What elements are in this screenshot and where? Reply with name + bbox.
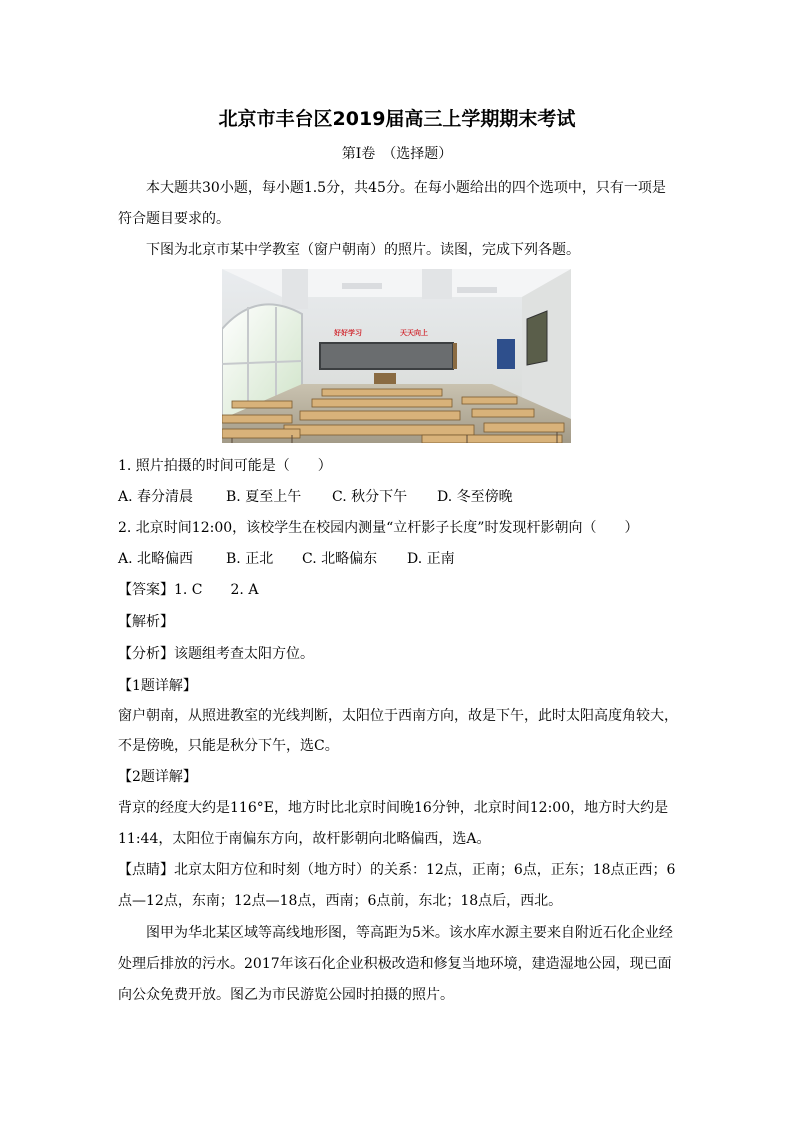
q2-detail-line-2: 11:44，太阳位于南偏东方向，故杆影朝向北略偏西，选A。: [118, 831, 491, 847]
q1-detail-line-1: 窗户朝南，从照进教室的光线判断，太阳位于西南方向，故是下午，此时太阳高度角较大，: [118, 708, 678, 724]
answer-line: 【答案】1. C 2. A: [118, 582, 259, 598]
q1-option-a: A. 春分清晨: [118, 489, 194, 505]
q2-option-b: B. 正北: [226, 551, 274, 567]
question-2: 2. 北京时间12:00，该校学生在校园内测量“立杆影子长度”时发现杆影朝向（ ）: [118, 520, 639, 536]
intro-line-1: 本大题共30小题，每小题1.5分，共45分。在每小题给出的四个选项中，只有一项是: [146, 180, 666, 196]
key-point-line-1: 【点睛】北京太阳方位和时刻（地方时）的关系：12点，正南；6点，正东；18点正西；6: [118, 862, 676, 878]
exam-title: 北京市丰台区2019届高三上学期期末考试: [218, 108, 576, 130]
classroom-photo: [222, 269, 571, 443]
svg-text:天天向上: 天天向上: [400, 329, 428, 337]
question-2-options: [118, 549, 678, 569]
intro-line-2: 符合题目要求的。: [118, 211, 230, 227]
q1-option-d: D. 冬至傍晚: [437, 489, 513, 505]
passage-line-3: 向公众免费开放。图乙为市民游览公园时拍摄的照片。: [118, 987, 454, 1003]
passage-line-2: 处理后排放的污水。2017年该石化企业积极改造和修复当地环境，建造湿地公园，现已面: [118, 956, 672, 972]
q2-detail-heading: 【2题详解】: [118, 769, 197, 785]
q2-detail-line-1: 背京的经度大约是116°E，地方时比北京时间晚16分钟，北京时间12:00，地方时大约是: [118, 800, 669, 816]
analysis-summary: 【分析】该题组考查太阳方位。: [118, 646, 314, 662]
q2-option-a: A. 北略偏西: [118, 551, 194, 567]
q1-option-c: C. 秋分下午: [332, 489, 408, 505]
q1-detail-line-2: 不是傍晚，只能是秋分下午，选C。: [118, 738, 339, 754]
q2-option-d: D. 正南: [407, 551, 455, 567]
q1-option-b: B. 夏至上午: [226, 489, 302, 505]
passage-line-1: 图甲为华北某区域等高线地形图，等高距为5米。该水库水源主要来自附近石化企业经: [146, 925, 673, 941]
section-heading: 第Ⅰ卷 （选择题）: [341, 146, 453, 162]
q1-detail-heading: 【1题详解】: [118, 678, 197, 694]
q2-option-c: C. 北略偏东: [302, 551, 378, 567]
figure-intro: 下图为北京市某中学教室（窗户朝南）的照片。读图，完成下列各题。: [146, 242, 580, 258]
question-1-options: [118, 487, 678, 507]
analysis-heading: 【解析】: [118, 614, 174, 630]
key-point-line-2: 点—12点，东南；12点—18点，西南；6点前，东北；18点后，西北。: [118, 893, 563, 909]
question-1: 1. 照片拍摄的时间可能是（ ）: [118, 458, 332, 474]
svg-text:好好学习: 好好学习: [334, 329, 362, 337]
